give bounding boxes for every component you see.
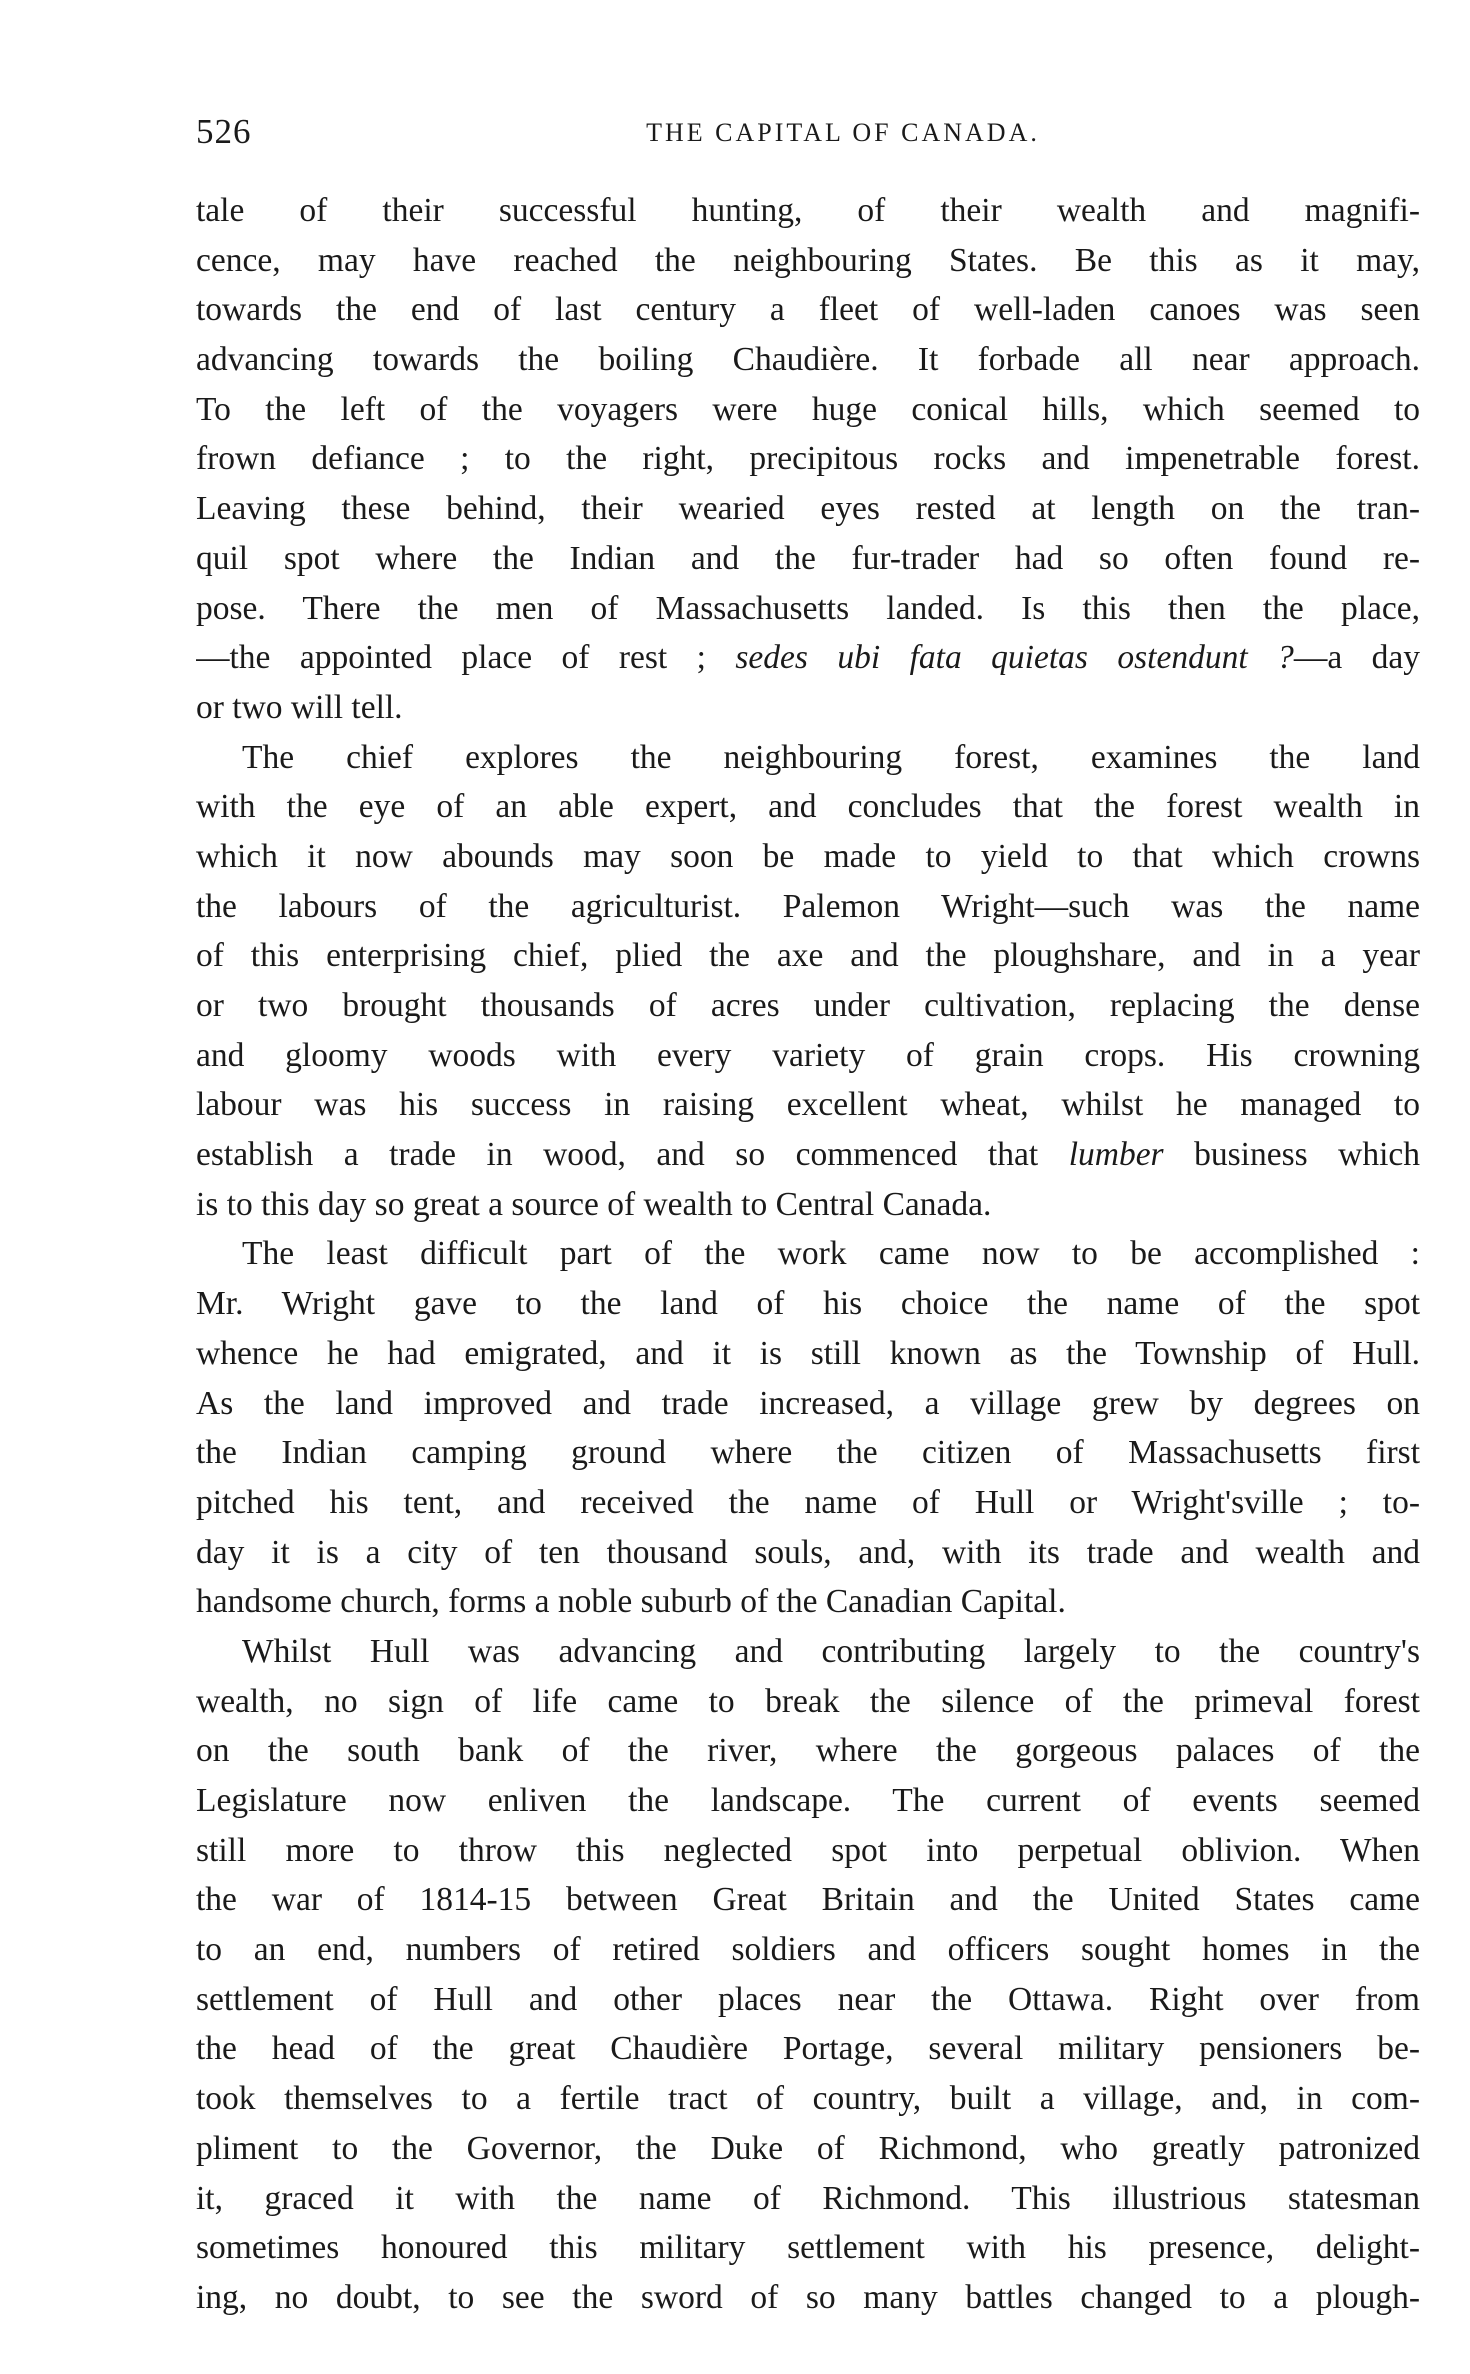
text-line: the labours of the agriculturist. Palemon Wright—such was the name [196, 887, 1420, 925]
text-line: it, graced it with the name of Richmond. This illustrious statesman [196, 2179, 1420, 2217]
text-line: the war of 1814-15 between Great Britain and the United States came [196, 1881, 1420, 1919]
italic-word: lumber [1068, 1136, 1164, 1174]
text-line: settlement of Hull and other places near the Ottawa. Right over from [196, 1980, 1420, 2018]
text-line: whence he had emigrated, and it is still known as the Township of Hull. [196, 1334, 1420, 1372]
text-line: pliment to the Governor, the Duke of Richmond, who greatly patronized [196, 2129, 1420, 2167]
text-line: To the left of the voyagers were huge conical hills, which seemed to [196, 390, 1420, 428]
running-title: THE CAPITAL OF CANADA. [646, 118, 1040, 147]
page-number: 526 [196, 112, 252, 151]
text-line: with the eye of an able expert, and concludes that the forest wealth in [196, 788, 1420, 826]
text-line: Mr. Wright gave to the land of his choice the name of the spot [196, 1285, 1420, 1323]
text-line: took themselves to a fertile tract of country, built a village, and, in com- [196, 2080, 1420, 2118]
text-segment: business which [1194, 1136, 1420, 1174]
text-line: Whilst Hull was advancing and contributing largely to the country's [242, 1632, 1420, 1670]
text-line: and gloomy woods with every variety of grain crops. His crowning [196, 1036, 1420, 1074]
text-segment: —the appointed place of rest ; [196, 639, 706, 677]
text-line: labour was his success in raising excellent wheat, whilst he managed to [196, 1086, 1420, 1124]
text-line: ing, no doubt, to see the sword of so many battles changed to a plough- [196, 2278, 1420, 2316]
text-line: handsome church, forms a noble suburb of the Canadian Capital. [196, 1583, 1066, 1621]
text-line: the Indian camping ground where the citizen of Massachusetts first [196, 1434, 1420, 1472]
text-line: sometimes honoured this military settlement with his presence, delight- [196, 2229, 1420, 2267]
text-line: Legislature now enliven the landscape. The current of events seemed [196, 1782, 1420, 1819]
text-line: The least difficult part of the work came now to be accomplished : [242, 1235, 1420, 1273]
text-line [196, 1130, 1420, 1180]
text-line: or two will tell. [196, 688, 403, 726]
text-line: Leaving these behind, their wearied eyes rested at length on the tran- [196, 490, 1420, 528]
text-line: wealth, no sign of life came to break the silence of the primeval forest [196, 1682, 1420, 1720]
text-line [196, 633, 1420, 683]
latin-quotation: sedes ubi fata quietas ostendunt ? [735, 639, 1294, 677]
text-line: pitched his tent, and received the name of Hull or Wright'sville ; to- [196, 1483, 1420, 1521]
text-line: The chief explores the neighbouring forest, examines the land [242, 738, 1420, 776]
text-line: is to this day so great a source of wealth to Central Canada. [196, 1185, 992, 1223]
text-line: still more to throw this neglected spot into perpetual oblivion. When [196, 1831, 1420, 1869]
text-line: to an end, numbers of retired soldiers and officers sought homes in the [196, 1931, 1420, 1969]
text-line: the head of the great Chaudière Portage, several military pensioners be- [196, 2030, 1420, 2068]
text-line: pose. There the men of Massachusetts landed. Is this then the place, [196, 589, 1420, 627]
text-line: frown defiance ; to the right, precipitous rocks and impenetrable forest. [196, 440, 1420, 478]
text-line: quil spot where the Indian and the fur-trader had so often found re- [196, 539, 1420, 577]
text-line: of this enterprising chief, plied the axe and the ploughshare, and in a year [196, 937, 1420, 975]
text-line: tale of their successful hunting, of their wealth and magnifi- [196, 192, 1420, 229]
text-line: which it now abounds may soon be made to yield to that which crowns [196, 837, 1420, 875]
body-text [196, 186, 1420, 2323]
text-line: cence, may have reached the neighbouring States. Be this as it may, [196, 241, 1420, 279]
text-segment: establish a trade in wood, and so commenced that [196, 1136, 1039, 1174]
text-line: or two brought thousands of acres under cultivation, replacing the dense [196, 987, 1420, 1024]
text-line: towards the end of last century a fleet of well-laden canoes was seen [196, 291, 1420, 329]
text-line: As the land improved and trade increased, a village grew by degrees on [196, 1384, 1420, 1422]
text-line: advancing towards the boiling Chaudière. It forbade all near approach. [196, 341, 1420, 379]
text-line: day it is a city of ten thousand souls, and, with its trade and wealth and [196, 1533, 1420, 1571]
text-segment: —a day [1293, 639, 1420, 677]
running-head [196, 112, 1420, 162]
text-line: on the south bank of the river, where the gorgeous palaces of the [196, 1732, 1420, 1770]
